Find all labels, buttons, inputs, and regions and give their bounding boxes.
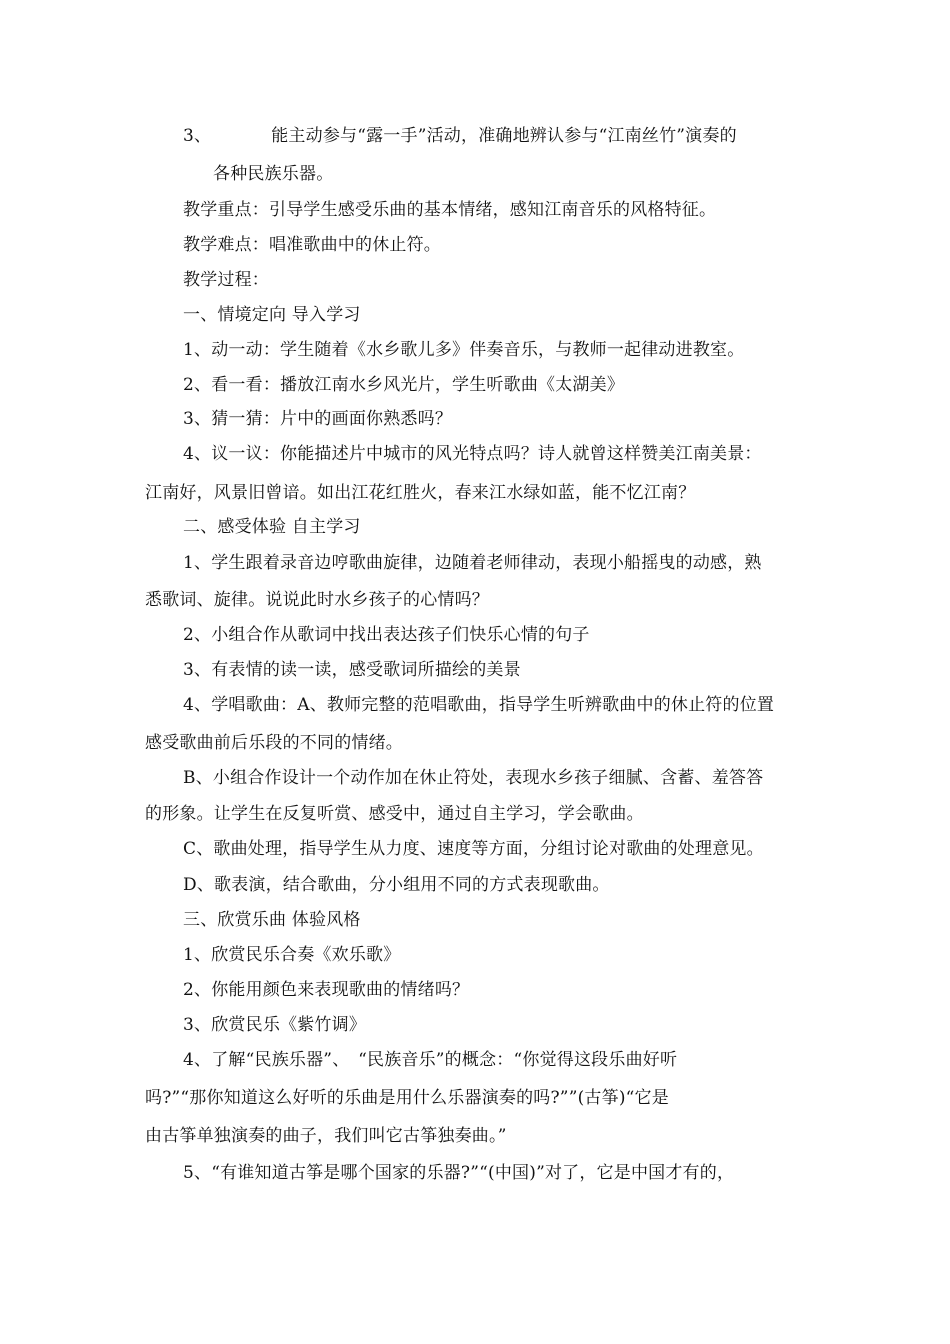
section-2-heading: 二、感受体验 自主学习 — [183, 517, 361, 537]
objective-3 — [183, 124, 863, 148]
section-2-item-b-continued: 的形象。让学生在反复听赏、感受中，通过自主学习，学会歌曲。 — [145, 804, 644, 824]
section-2-item-2: 2、小组合作从歌词中找出表达孩子们快乐心情的句子 — [183, 625, 590, 645]
section-3-heading: 三、欣赏乐曲 体验风格 — [183, 910, 361, 930]
teaching-focus: 教学重点：引导学生感受乐曲的基本情绪，感知江南音乐的风格特征。 — [183, 200, 717, 220]
section-2-item-4: 4、学唱歌曲：A、教师完整的范唱歌曲，指导学生听辨歌曲中的休止符的位置 — [183, 695, 775, 715]
section-3-item-1: 1、欣赏民乐合奏《欢乐歌》 — [183, 945, 401, 965]
teaching-difficulty: 教学难点：唱准歌曲中的休止符。 — [183, 235, 441, 255]
teaching-process-heading: 教学过程： — [183, 270, 269, 290]
section-2-item-1-continued: 悉歌词、旋律。说说此时水乡孩子的心情吗？ — [145, 590, 489, 610]
section-3-item-4-continued-2: 由古筝单独演奏的曲子，我们叫它古筝独奏曲。” — [145, 1126, 507, 1146]
section-3-item-2: 2、你能用颜色来表现歌曲的情绪吗？ — [183, 980, 470, 1000]
section-1-item-4: 4、议一议：你能描述片中城市的风光特点吗？诗人就曾这样赞美江南美景： — [183, 444, 762, 464]
section-1-item-2: 2、看一看：播放江南水乡风光片，学生听歌曲《太湖美》 — [183, 375, 625, 395]
poem-line: 江南好，风景旧曾谙。如出江花红胜火，春来江水绿如蓝，能不忆江南？ — [145, 483, 696, 503]
section-1-item-1: 1、动一动：学生随着《水乡歌儿多》伴奏音乐，与教师一起律动进教室。 — [183, 340, 745, 360]
section-3-item-4-continued-1: 吗?”“那你知道这么好听的乐曲是用什么乐器演奏的吗?””(古筝)“它是 — [145, 1088, 669, 1108]
section-2-item-c: C、歌曲处理，指导学生从力度、速度等方面，分组讨论对歌曲的处理意见。 — [183, 839, 764, 859]
section-2-item-3: 3、有表情的读一读，感受歌词所描绘的美景 — [183, 660, 521, 680]
section-3-item-4: 4、了解“民族乐器”、 “民族音乐”的概念：“你觉得这段乐曲好听 — [183, 1050, 678, 1070]
objective-3-number: 3、 — [183, 126, 212, 146]
objective-3-text: 能主动参与“露一手”活动，准确地辨认参与“江南丝竹”演奏的 — [271, 126, 737, 146]
section-3-item-5: 5、“有谁知道古筝是哪个国家的乐器?”“(中国)”对了，它是中国才有的， — [183, 1163, 735, 1183]
section-2-item-b: B、小组合作设计一个动作加在休止符处，表现水乡孩子细腻、含蓄、羞答答 — [183, 768, 764, 788]
section-2-item-4-continued: 感受歌曲前后乐段的不同的情绪。 — [145, 733, 403, 753]
section-2-item-d: D、歌表演，结合歌曲，分小组用不同的方式表现歌曲。 — [183, 875, 610, 895]
section-3-item-3: 3、欣赏民乐《紫竹调》 — [183, 1015, 367, 1035]
section-1-item-3: 3、猜一猜：片中的画面你熟悉吗？ — [183, 409, 453, 429]
section-2-item-1: 1、学生跟着录音边哼歌曲旋律，边随着老师律动，表现小船摇曳的动感，熟 — [183, 553, 762, 573]
objective-3-continued: 各种民族乐器。 — [213, 164, 334, 184]
section-1-heading: 一、情境定向 导入学习 — [183, 305, 361, 325]
